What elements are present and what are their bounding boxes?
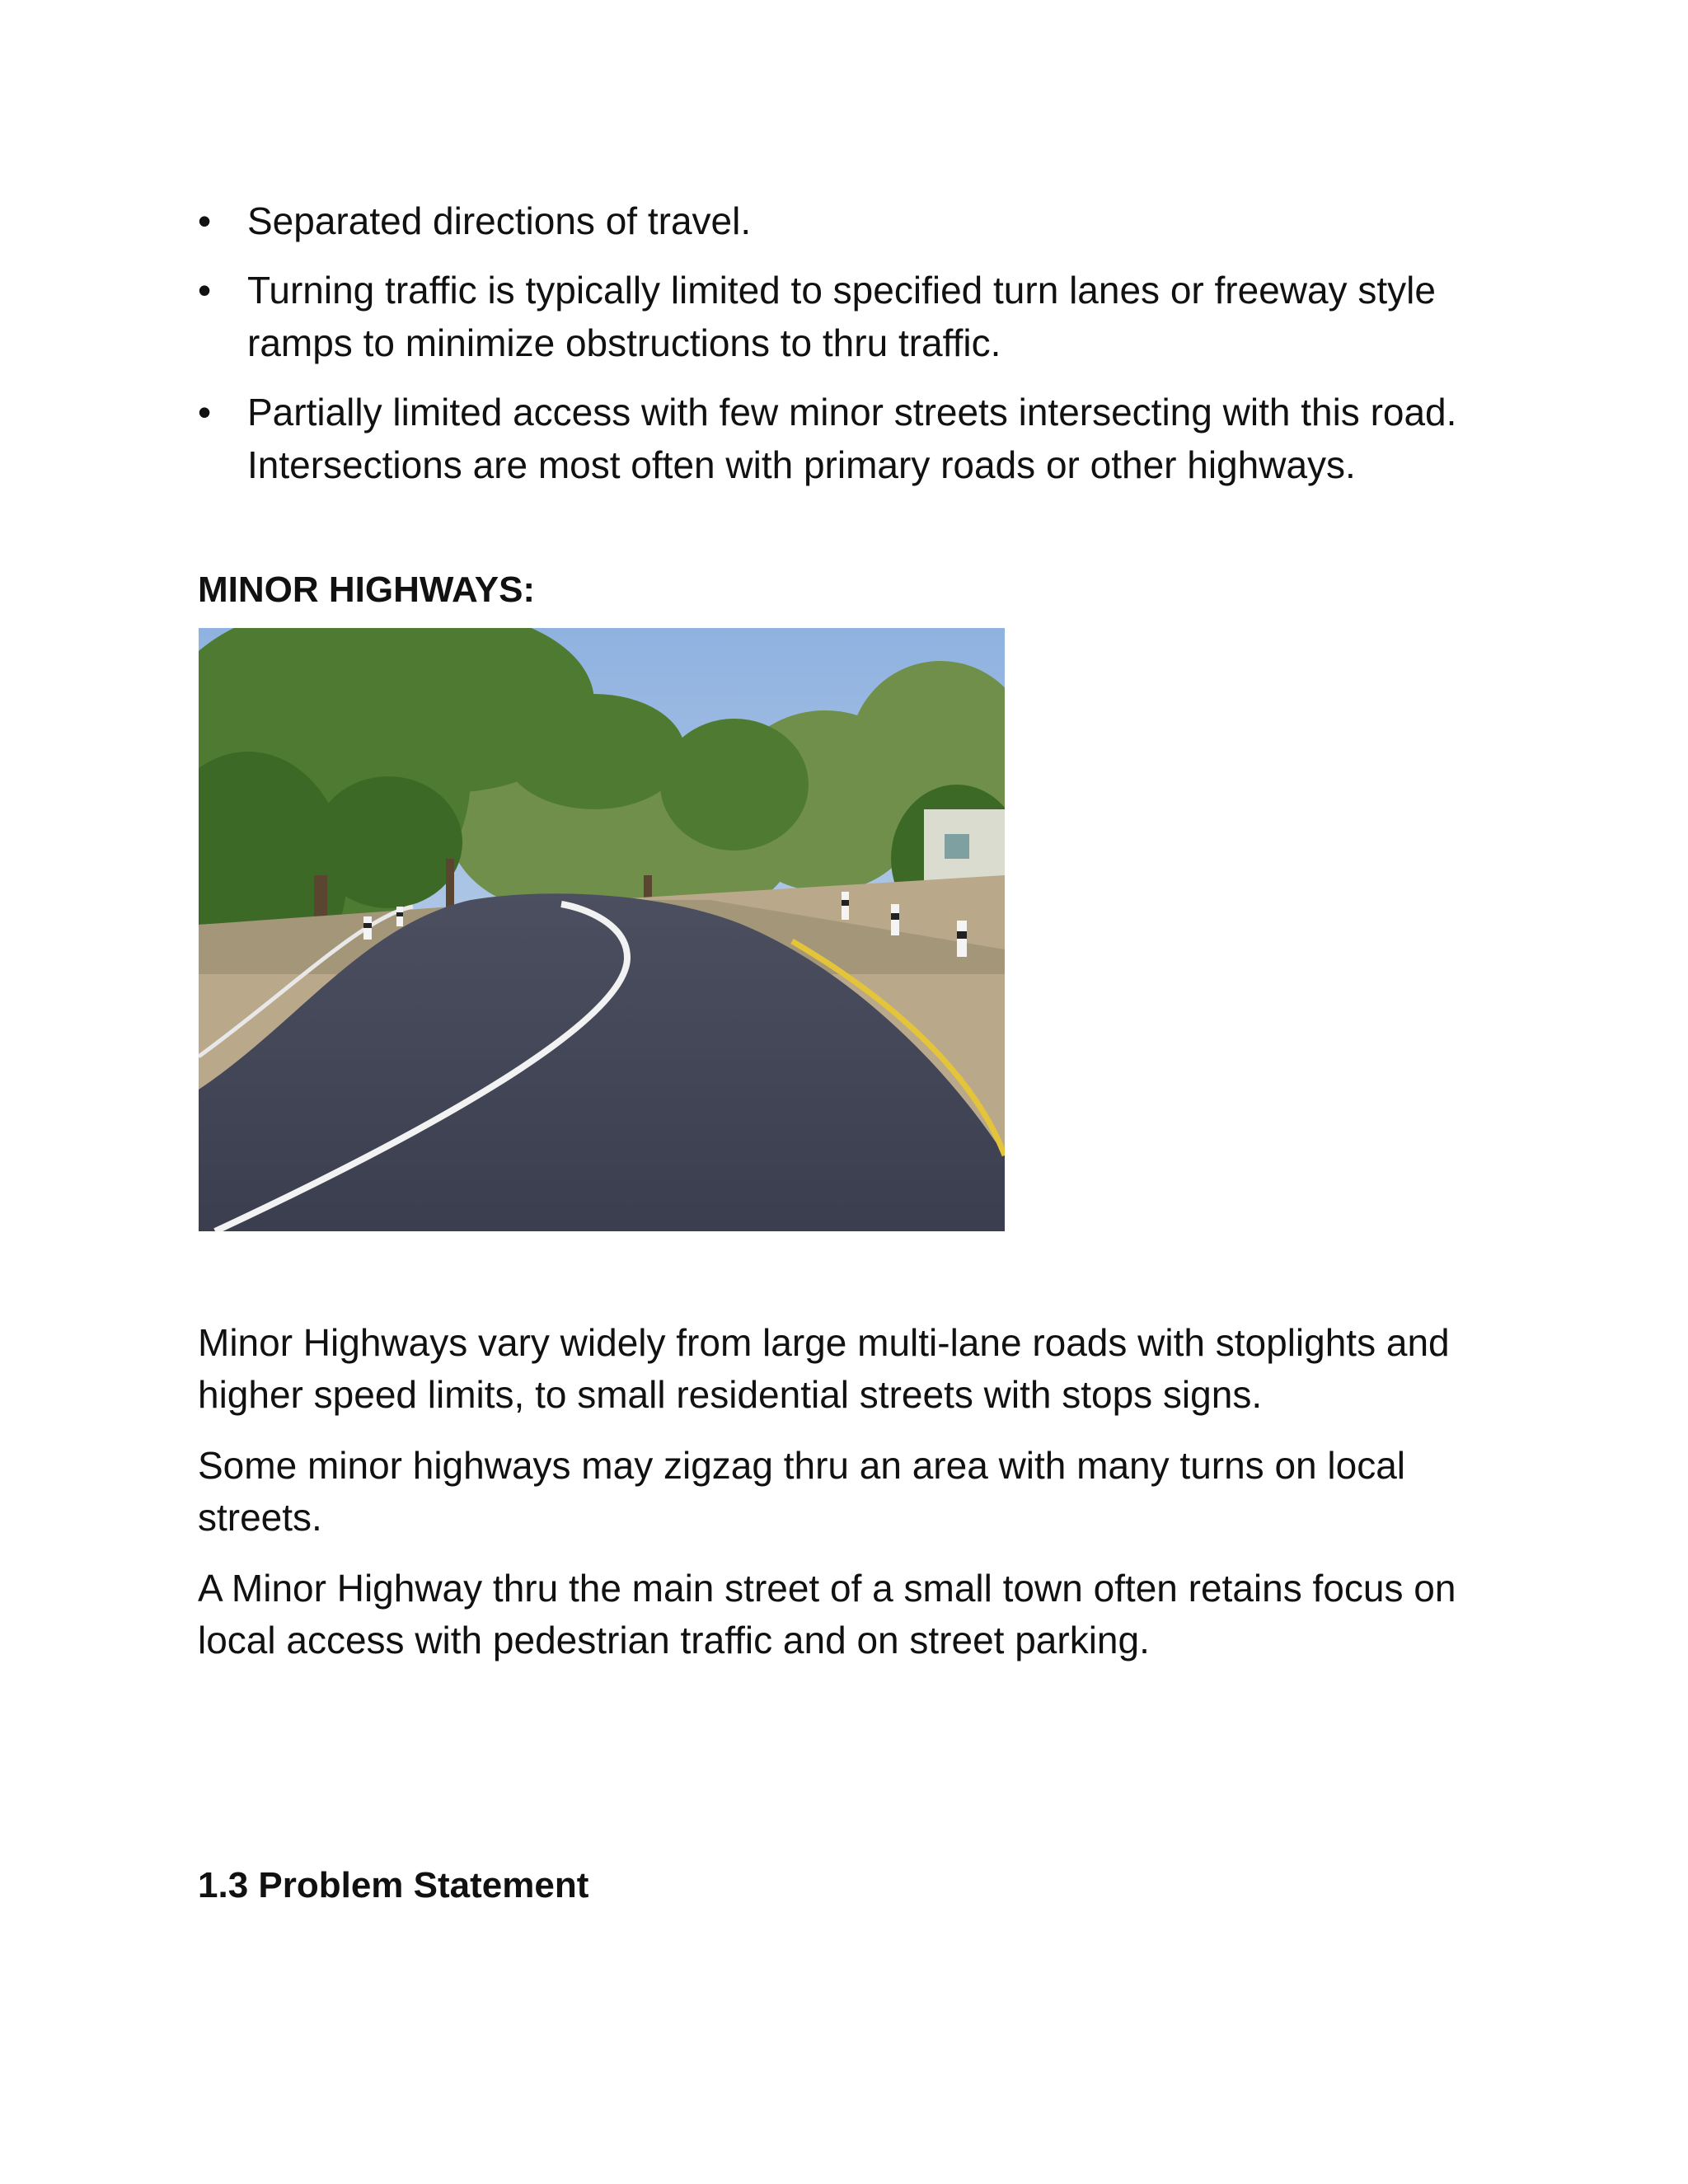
- minor-highways-heading: MINOR HIGHWAYS:: [198, 569, 536, 610]
- bullet-text: Turning traffic is typically limited to specified turn lanes or freeway style ramps to minimize obstructions to thru traffic.: [247, 269, 1436, 364]
- bullet-dot: •: [198, 199, 212, 242]
- bullet-item: [198, 194, 1484, 247]
- bullet-text: Partially limited access with few minor streets intersecting with this road. Intersections are most often with primary roads or other highways.: [247, 391, 1457, 486]
- problem-statement-heading: 1.3 Problem Statement: [198, 1865, 589, 1905]
- bullet-item: [198, 264, 1484, 369]
- bullet-dot: •: [198, 391, 212, 434]
- paragraph: Minor Highways vary widely from large multi-lane roads with stoplights and higher speed limits, to small residential streets with stops signs.: [198, 1321, 1450, 1416]
- minor-highway-photo: [199, 628, 1005, 1231]
- bullet-dot: •: [198, 269, 212, 312]
- paragraph: A Minor Highway thru the main street of a small town often retains focus on local access with pedestrian traffic and on street parking.: [198, 1567, 1456, 1661]
- bullet-text: Separated directions of travel.: [247, 199, 752, 242]
- bullet-list: [198, 194, 1484, 508]
- paragraph: Some minor highways may zigzag thru an area with many turns on local streets.: [198, 1444, 1406, 1539]
- bullet-item: [198, 386, 1484, 491]
